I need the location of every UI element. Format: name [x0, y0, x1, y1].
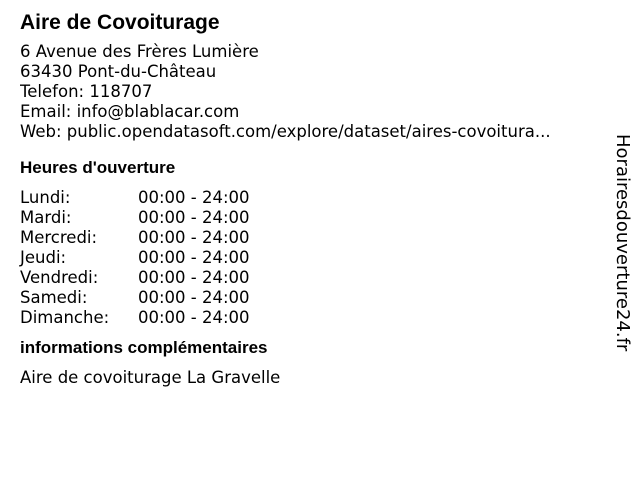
time-range: 00:00 - 24:00 — [138, 288, 250, 307]
phone-line: Telefon: 118707 — [20, 82, 153, 101]
day-label: Samedi: — [20, 288, 88, 307]
hours-row-monday — [20, 188, 600, 208]
day-label: Vendredi: — [20, 268, 99, 287]
time-range: 00:00 - 24:00 — [138, 208, 250, 227]
time-range: 00:00 - 24:00 — [138, 248, 250, 267]
place-card — [20, 10, 600, 388]
time-range: 00:00 - 24:00 — [138, 228, 250, 247]
place-title: Aire de Covoiturage — [20, 11, 220, 34]
opening-hours-heading: Heures d'ouverture — [20, 158, 176, 177]
additional-info-text: Aire de covoiturage La Gravelle — [20, 368, 281, 387]
hours-row-friday — [20, 268, 600, 288]
day-label: Jeudi: — [20, 248, 67, 267]
address-street: 6 Avenue des Frères Lumière — [20, 42, 259, 61]
day-label: Mercredi: — [20, 228, 98, 247]
address-postal-city: 63430 Pont-du-Château — [20, 62, 217, 81]
email-line: Email: info@blablacar.com — [20, 102, 240, 121]
hours-row-tuesday — [20, 208, 600, 228]
time-range: 00:00 - 24:00 — [138, 308, 250, 327]
day-label: Dimanche: — [20, 308, 110, 327]
time-range: 00:00 - 24:00 — [138, 268, 250, 287]
additional-info-heading: informations complémentaires — [20, 338, 268, 357]
opening-hours-table — [20, 188, 600, 328]
web-line: Web: public.opendatasoft.com/explore/dataset/aires-covoitura... — [20, 122, 551, 141]
day-label: Lundi: — [20, 188, 71, 207]
hours-row-sunday — [20, 308, 600, 328]
hours-row-thursday — [20, 248, 600, 268]
hours-row-wednesday — [20, 228, 600, 248]
hours-row-saturday — [20, 288, 600, 308]
time-range: 00:00 - 24:00 — [138, 188, 250, 207]
site-watermark: Horairesdouverture24.fr — [612, 134, 633, 352]
day-label: Mardi: — [20, 208, 72, 227]
